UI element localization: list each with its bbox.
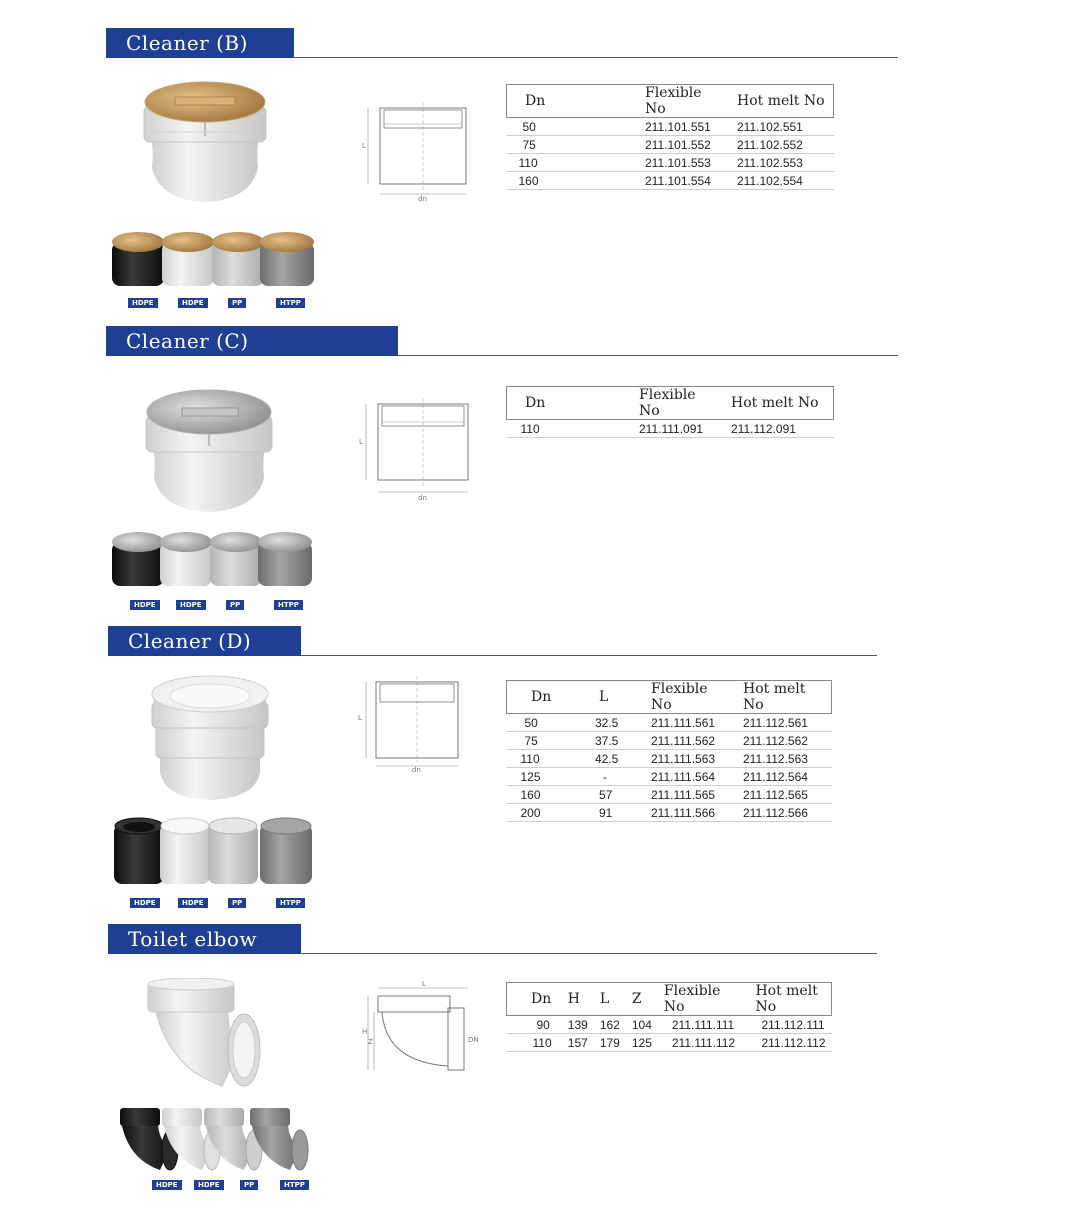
- table-row: [507, 804, 832, 822]
- variant-gray-icon: [258, 228, 316, 290]
- material-badge: HDPE: [128, 298, 158, 308]
- cell: 211.111.091: [633, 420, 725, 438]
- cell: 179: [594, 1034, 626, 1052]
- spec-table: [506, 386, 834, 438]
- material-badge: PP: [240, 1180, 258, 1190]
- product-image-cleaner-d: [148, 672, 272, 802]
- material-badge: PP: [228, 898, 246, 908]
- product-image-toilet-elbow: [144, 978, 270, 1094]
- column-header: L: [599, 689, 609, 705]
- variant-gray-icon: [256, 528, 314, 590]
- product-image-cleaner-c: [144, 386, 274, 514]
- cell: 211.112.561: [737, 714, 832, 732]
- variant-gray-icon: [246, 1104, 312, 1172]
- material-badge: HTPP: [274, 600, 303, 610]
- cell: -: [587, 768, 645, 786]
- cell: 110: [507, 750, 588, 768]
- cell: 32.5: [587, 714, 645, 732]
- cell: 211.101.551: [639, 118, 731, 136]
- cell: 211.112.091: [725, 420, 834, 438]
- cell: 211.101.552: [639, 136, 731, 154]
- dimension-label-l: L: [359, 438, 363, 446]
- cell: 50: [507, 714, 588, 732]
- cell: 211.111.565: [645, 786, 737, 804]
- dimension-label-l: L: [358, 714, 362, 722]
- material-badge: PP: [226, 600, 244, 610]
- cell: 75: [507, 136, 640, 154]
- cell: 37.5: [587, 732, 645, 750]
- cell: 157: [562, 1034, 594, 1052]
- color-variants: [116, 1104, 316, 1194]
- dimension-label-dn: DN: [468, 1036, 479, 1044]
- title-divider: [301, 655, 877, 656]
- material-badge: HDPE: [130, 600, 160, 610]
- dimension-label-l: L: [422, 980, 426, 988]
- cell: 125: [626, 1034, 658, 1052]
- spec-table: [506, 84, 834, 190]
- column-header: H: [567, 991, 580, 1007]
- column-header: Flexible No: [663, 983, 721, 1015]
- cell: 110: [507, 420, 634, 438]
- dimension-label-l: L: [362, 142, 366, 150]
- technical-drawing-cleaner-b: [358, 100, 478, 208]
- table-row: [507, 1034, 832, 1052]
- cell: 211.112.563: [737, 750, 832, 768]
- technical-drawing-toilet-elbow: [358, 978, 482, 1074]
- table-row: [507, 750, 832, 768]
- column-header: Flexible No: [639, 387, 696, 419]
- column-header: Flexible No: [651, 681, 708, 713]
- cell: 211.101.553: [639, 154, 731, 172]
- column-header: Dn: [531, 991, 552, 1007]
- material-badge: HTPP: [276, 298, 305, 308]
- cell: 211.102.554: [731, 172, 834, 190]
- cell: 211.112.564: [737, 768, 832, 786]
- section-title: Cleaner (C): [106, 326, 398, 356]
- cell: 211.111.111: [658, 1016, 750, 1034]
- cell: 50: [507, 118, 640, 136]
- column-header: Dn: [531, 689, 552, 705]
- cell: 211.112.566: [737, 804, 832, 822]
- color-variants: [110, 528, 320, 612]
- cell: 200: [507, 804, 588, 822]
- dimension-label-h: H: [362, 1028, 368, 1036]
- table-row: [507, 714, 832, 732]
- cell: 211.112.562: [737, 732, 832, 750]
- cell: 211.112.112: [749, 1034, 831, 1052]
- spec-table: [506, 680, 832, 822]
- material-badge: HDPE: [152, 1180, 182, 1190]
- column-header: Dn: [525, 395, 546, 411]
- cell: 160: [507, 786, 588, 804]
- cell: 110: [507, 1034, 562, 1052]
- table-row: [507, 786, 832, 804]
- material-badge: HDPE: [178, 298, 208, 308]
- material-badge: HTPP: [280, 1180, 309, 1190]
- table-row: [507, 118, 834, 136]
- cell: 125: [507, 768, 588, 786]
- dimension-label-dn: dn: [412, 766, 421, 774]
- dimension-label-dn: dn: [418, 195, 427, 203]
- cell: 211.112.565: [737, 786, 832, 804]
- column-header: Flexible No: [645, 85, 702, 117]
- cell: 211.111.112: [658, 1034, 750, 1052]
- section-title: Toilet elbow: [108, 924, 301, 954]
- section-title: Cleaner (D): [108, 626, 301, 656]
- spec-table: [506, 982, 832, 1052]
- title-divider: [301, 953, 877, 954]
- cell: 211.101.554: [639, 172, 731, 190]
- variant-light-gray-icon: [204, 814, 262, 888]
- cell: 42.5: [587, 750, 645, 768]
- cell: 211.111.566: [645, 804, 737, 822]
- cell: 90: [507, 1016, 562, 1034]
- color-variants: [110, 228, 320, 310]
- table-row: [507, 768, 832, 786]
- section-title: Cleaner (B): [106, 28, 294, 58]
- cell: 91: [587, 804, 645, 822]
- cell: 139: [562, 1016, 594, 1034]
- material-badge: HDPE: [194, 1180, 224, 1190]
- cell: 211.112.111: [749, 1016, 831, 1034]
- table-row: [507, 420, 834, 438]
- variant-white-icon: [158, 528, 214, 590]
- technical-drawing-cleaner-c: [354, 398, 478, 506]
- cell: 211.111.563: [645, 750, 737, 768]
- cell: 211.111.561: [645, 714, 737, 732]
- table-row: [507, 154, 834, 172]
- cell: 211.102.551: [731, 118, 834, 136]
- material-badge: HDPE: [176, 600, 206, 610]
- table-row: [507, 172, 834, 190]
- title-divider: [294, 57, 898, 58]
- color-variants: [110, 814, 324, 908]
- cell: 211.111.564: [645, 768, 737, 786]
- cell: 57: [587, 786, 645, 804]
- column-header: Hot melt No: [731, 395, 819, 411]
- table-row: [507, 1016, 832, 1034]
- table-row: [507, 732, 832, 750]
- variant-white-icon: [160, 228, 216, 290]
- product-image-cleaner-b: [140, 78, 270, 204]
- material-badge: HDPE: [178, 898, 208, 908]
- material-badge: PP: [228, 298, 246, 308]
- technical-drawing-cleaner-d: [354, 676, 464, 776]
- cell: 110: [507, 154, 640, 172]
- column-header: Hot melt No: [743, 681, 806, 713]
- cell: 104: [626, 1016, 658, 1034]
- material-badge: HTPP: [276, 898, 305, 908]
- table-row: [507, 136, 834, 154]
- cell: 211.102.552: [731, 136, 834, 154]
- cell: 211.102.553: [731, 154, 834, 172]
- column-header: Dn: [525, 93, 546, 109]
- column-header: Z: [631, 991, 642, 1007]
- dimension-label-dn: dn: [418, 494, 427, 502]
- variant-gray-icon: [256, 814, 316, 888]
- cell: 160: [507, 172, 640, 190]
- cell: 75: [507, 732, 588, 750]
- column-header: L: [599, 991, 610, 1007]
- column-header: Hot melt No: [737, 93, 825, 109]
- cell: 162: [594, 1016, 626, 1034]
- dimension-label-z: Z: [368, 1038, 373, 1046]
- column-header: Hot melt No: [755, 983, 818, 1015]
- material-badge: HDPE: [130, 898, 160, 908]
- cell: 211.111.562: [645, 732, 737, 750]
- title-divider: [398, 355, 898, 356]
- variant-black-icon: [110, 228, 166, 290]
